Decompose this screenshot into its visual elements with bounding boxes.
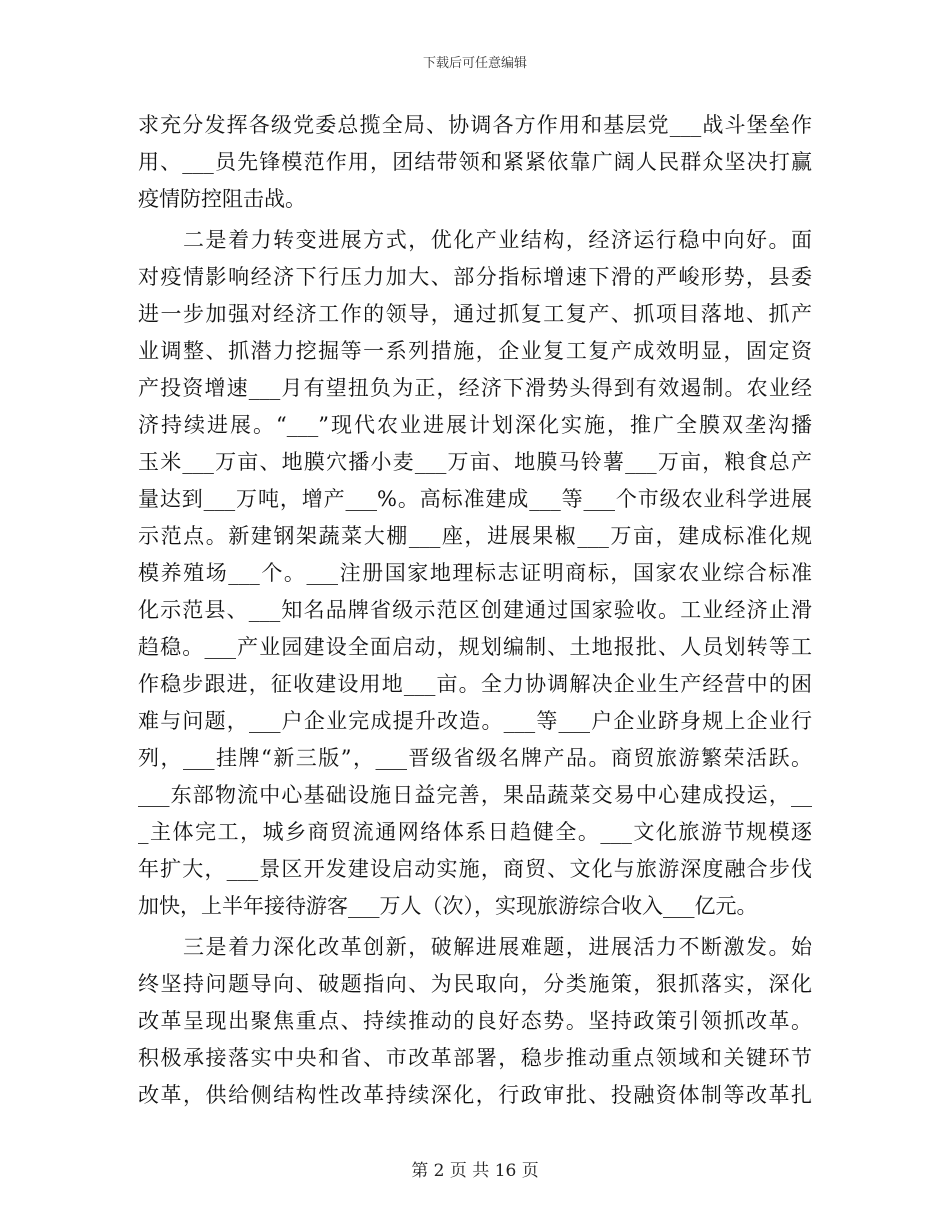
paragraph-2 [138, 222, 812, 925]
text-line: 进一步加强对经济工作的领导，通过抓复工复产、抓项目落地、抓产 [138, 302, 812, 326]
text-line: 三是着力深化改革创新，破解进展难题，进展活力不断激发。始 [138, 935, 812, 959]
paragraph-3 [138, 929, 812, 1114]
text-line: 作稳步跟进，征收建设用地___亩。全力协调解决企业生产经营中的困 [138, 672, 812, 696]
text-line: 改革，供给侧结构性改革持续深化，行政审批、投融资体制等改革扎 [138, 1083, 812, 1107]
text-line: 终坚持问题导向、破题指向、为民取向，分类施策，狠抓落实，深化 [138, 972, 812, 996]
text-line: 趋稳。___产业园建设全面启动，规划编制、土地报批、人员划转等工 [138, 635, 812, 659]
text-line: 用、___员先锋模范作用，团结带领和紧紧依靠广阔人民群众坚决打赢 [138, 150, 812, 174]
text-line: 改革呈现出聚焦重点、持续推动的良好态势。坚持政策引领抓改革。 [138, 1009, 812, 1033]
text-line: 济持续进展。“___”现代农业进展计划深化实施，推广全膜双垄沟播 [138, 413, 812, 437]
text-line: 对疫情影响经济下行压力加大、部分指标增速下滑的严峻形势，县委 [138, 265, 812, 289]
text-line: 难与问题，___户企业完成提升改造。___等___户企业跻身规上企业行 [138, 709, 812, 733]
text-line: 加快，上半年接待游客___万人（次），实现旅游综合收入___亿元。 [138, 894, 758, 918]
text-line: 二是着力转变进展方式，优化产业结构，经济运行稳中向好。面 [138, 228, 812, 252]
text-line: 示范点。新建钢架蔬菜大棚___座，进展果椒___万亩，建成标准化规 [138, 524, 812, 548]
document-body [138, 107, 812, 1114]
text-line: 模养殖场___个。___注册国家地理标志证明商标，国家农业综合标准 [138, 561, 812, 585]
paragraph-1 [138, 107, 812, 218]
text-line: 积极承接落实中央和省、市改革部署，稳步推动重点领域和关键环节 [138, 1046, 812, 1070]
text-line: 列，___挂牌“新三版”，___晋级省级名牌产品。商贸旅游繁荣活跃。 [138, 746, 812, 770]
text-line: 求充分发挥各级党委总揽全局、协调各方作用和基层党___战斗堡垒作 [138, 113, 812, 137]
text-line: 化示范县、___知名品牌省级示范区创建通过国家验收。工业经济止滑 [138, 598, 812, 622]
text-line: 玉米___万亩、地膜穴播小麦___万亩、地膜马铃薯___万亩，粮食总产 [138, 450, 812, 474]
text-line: _主体完工，城乡商贸流通网络体系日趋健全。___文化旅游节规模逐 [138, 820, 812, 844]
text-line: 量达到___万吨，增产___%。高标准建成___等___个市级农业科学进展 [138, 487, 812, 511]
text-line: 业调整、抓潜力挖掘等一系列措施，企业复工复产成效明显，固定资 [138, 339, 812, 363]
text-line: ___东部物流中心基础设施日益完善，果品蔬菜交易中心建成投运，__ [138, 783, 812, 807]
page-header-note: 下载后可任意编辑 [422, 56, 527, 71]
text-line: 年扩大，___景区开发建设启动实施，商贸、文化与旅游深度融合步伐 [138, 857, 812, 881]
text-line: 疫情防控阻击战。 [138, 187, 306, 211]
page-number: 第 2 页 共 16 页 [411, 1161, 539, 1181]
text-line: 产投资增速___月有望扭负为正，经济下滑势头得到有效遏制。农业经 [138, 376, 812, 400]
